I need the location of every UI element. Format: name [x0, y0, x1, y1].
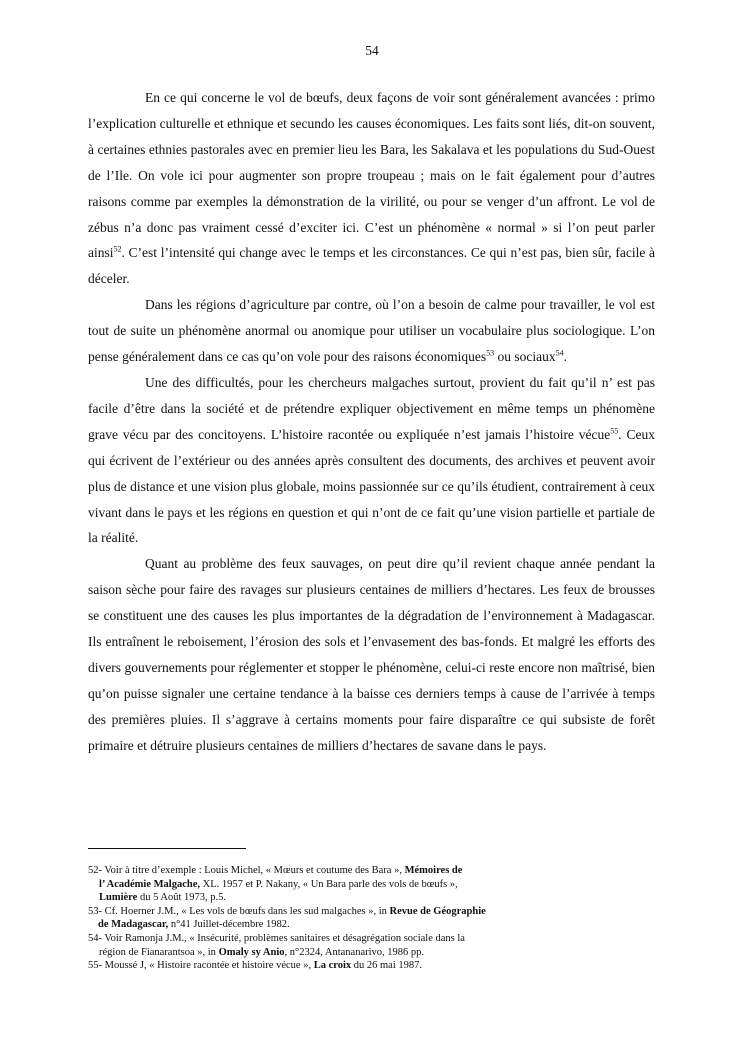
footnote-52: 52- Voir à titre d’exemple : Louis Michel, « Mœurs et coutume des Bara », Mémoires de l’ Académie Malgache, XL. 1957 et P. Nakany, « Un Bara parle des vols de bœufs », Lumière du 5 Août 1973, p.5. — [88, 865, 463, 904]
footnote-54: 54- Voir Ramonja J.M., « Insécurité, problèmes sanitaires et désagrégation sociale dans la région de Fianarantsoa », in Omaly sy Anio, n°2324, Antananarivo, 1986 pp. — [88, 932, 465, 958]
footnote-separator — [88, 848, 246, 849]
body-text — [88, 85, 655, 759]
paragraph-researchers-difficulty: Une des difficultés, pour les chercheurs malgaches surtout, provient du fait qu’il n’ est pas facile d’être dans la société et de prétendre expliquer objectivement en même temps un phénomène grave vécu par des concitoyens. L’histoire racontée ou expliquée n’est jamais l’histoire vécue$^{55}$. Ceux qui écrivent de l’extérieur ou des années après consultent des documents, des archives et peuvent avoir plus de distance et une vision plus globale, moins passionnée sur ce qu’ils étudient, contrairement à ceux vivant dans le pays et les régions en question et qui n’ont de ce fait qu’une vision partielle et partiale de la réalité. — [88, 374, 655, 546]
footnote-53: 53- Cf. Hoerner J.M., « Les vols de bœufs dans les sud malgaches », in Revue de Géographie de Madagascar, n°41 Juillet-décembre 1982. — [88, 905, 486, 931]
footnote-55: 55- Moussé J, « Histoire racontée et histoire vécue », La croix du 26 mai 1987. — [88, 960, 423, 972]
footnote-ref-52[interactable]: 52 — [113, 244, 122, 254]
footnote-ref-53[interactable]: 53 — [486, 348, 495, 358]
footnotes — [88, 864, 655, 973]
paragraph-agricultural-regions: Dans les régions d’agriculture par contre, où l’on a besoin de calme pour travailler, le vol est tout de suite un phénomène anormal ou anomique pour utiliser un vocabulaire plus sociologique. L’on pense généralement dans ce cas qu’on vole pour des raisons économiques$^{53}$ ou sociaux$^{54}$. — [88, 297, 655, 365]
footnote-ref-54[interactable]: 54 — [555, 348, 564, 358]
paragraph-bush-fires: Quant au problème des feux sauvages, on peut dire qu’il revient chaque année pendant la saison sèche pour faire des ravages sur plusieurs centaines de milliers d’hectares. Les feux de brousses se constituent une des causes les plus importantes de la dégradation de l’environnement à Madagascar. Ils entraînent le reboisement, l’érosion des sols et l’envasement des bas-fonds. Et malgré les efforts des divers gouvernements pour réglementer et stopper le phénomène, celui-ci reste encore non maîtrisé, bien qu’on puisse signaler une certaine tendance à la baisse ces derniers temps à cause de l’arrivée à temps des premières pluies. Il s’aggrave à certains moments pour faire disparaître ce qui subsiste de forêt primaire et détruire plusieurs centaines de milliers d’hectares de savane dans le pays. — [88, 556, 655, 753]
page-number: 54 — [365, 43, 379, 58]
footnote-ref-55[interactable]: 55 — [610, 426, 619, 436]
paragraph-cattle-theft: En ce qui concerne le vol de bœufs, deux façons de voir sont généralement avancées : primo l’explication culturelle et ethnique et secundo les causes économiques. Les faits sont liés, dit-on souvent, à certaines ethnies pastorales avec en premier lieu les Bara, les Sakalava et les populations du Sud-Ouest de l’Ile. On vole ici pour augmenter son propre troupeau ; mais on le fait également pour d’autres raisons comme par exemples la démonstration de la virilité, ou pour se venger d’un affront. Le vol de zébus n’a donc pas vraiment cessé d’exciter ici. C’est un phénomène « normal » si l’on peut parler ainsi$^{52}$. C’est l’intensité qui change avec le temps et les circonstances. Ce qui n’est pas, bien sûr, facile à déceler. — [88, 90, 655, 287]
